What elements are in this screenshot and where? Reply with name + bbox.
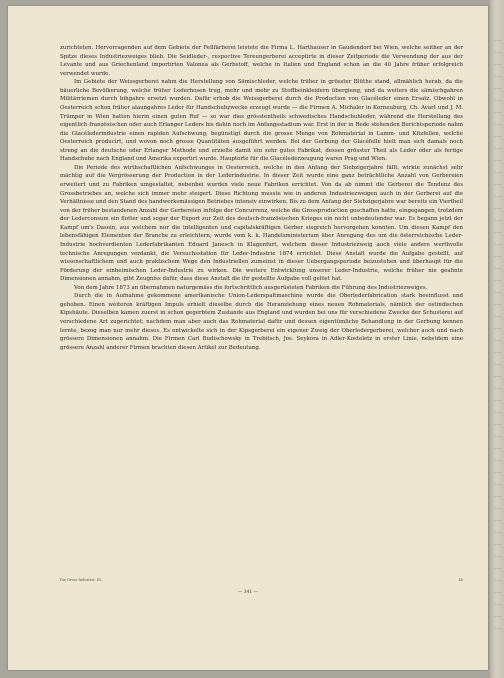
page-number: — 341 —: [237, 590, 259, 595]
scanner-ruler-marks: [494, 40, 502, 640]
paragraph: Durch die in Aufnahme gekommene amerikanische Union-Lederspaltmaschine wurde die Oberlederfabrication stark beeinflusst und gehoben. Einen weiteren kräftigen Impuls erhielt dieselbe durch die Heranziehung eines neuen Rohmaterials, nämlich der ostindischen Kipshäute. Dieselben kamen zuerst in schon gegerbtem Zustande aus England und wurden bei uns für verschiedene Zwecke der Schusterei auf verschiedene Art zugerichtet; nachdem man aber auch das Rohmaterial dafür und dessen eigentümliche Behandlung in der Gerbung kennen lernte, bezog man nur mehr dieses. Es entwickelte sich in der Kipsgerberei ein eigener Zweig der Oberledergerberei, welcher auch und nach grössere Dimensionen annahm. Die Firmen Carl Budischowsky in Trebitsch, Jos. Seykora in Adler-Kosteletz in erster Linie, nebstdem eine grössere Anzahl anderer Firmen brachten diesen Artikel zur Bedeutung.: [60, 293, 463, 351]
paragraph: Im Gebiete der Weissgerberei nahm die Herstellung von Sämischleder, welche früher in grösster Blüthe stand, allmählich herab, da die bäuerliche Bevölkerung, welche früher Lederhosen trug, mehr und mehr zu Stoffbeinkleidern übergieng, und da weiters die sämischgahren Militärriemen durch bihgahre ersetzt wurden. Dafür erhob die Weissgerberei durch die Production von Glacéleder einen Ersatz. Obwohl in Oesterreich schon früher alaungahres Leder für Handschuhzwecke erzeugt wurde — die Firmen A. Michaler in Korneuburg, Ch. Avart und J. M. Trümper in Wien hatten hierin einen guten Ruf — so war dies grösstentheils schwedisches Handschuhleder, während die Herstellung des eigentlich französischen oder auch Erlanger Leders bis dahin noch im Anfangsstadium war. Erst in der in Rede stehenden Berichtsperiode nahm die Glacélederindustrie einen rapiden Aufschwung, begünstigt durch die grosse Menge von Rohmaterial in Lamm- und Kitzfellen, welche Oesterreich producirt, und wovon noch grosse Quantitäten ausgeführt werden. Bei der Gerbung der Glacéfelle hielt man sich damals noch streng an die deutsche oder Erlanger Methode und erzielte damit ein sehr gutes Fabrikat, dessen grösster Theil als Leder oder als fertige Handschuhe nach England und Amerika exportirt wurde. Hauptorte für die Glacélederzeugung waren Prag und Wien.: [60, 79, 463, 163]
body-text: [60, 44, 463, 352]
paragraph: Die Periode des wirthschaftlichen Aufschwunges in Oesterreich, welche in den Anfang der Siebzigerjahre fällt, wirkte zunächst sehr mächtig auf die Vergrösserung der Production in der Lederindustrie. In dieser Zeit wurde eine ganz beträchtliche Anzahl von Gerbereien erweitert und zu Fabriken umgestaltet, nebenbei wurden viele neue Fabriken errichtet. Von da ab nimmt die Gerberei die Tendenz des Grossbetriebes an, welche sich immer mehr steigert. Diese Richtung musste wie in anderen Industriezweigen auch in der Gerberei auf die Verhältnisse und den Stand des handwerksmässigen Betriebes intensiv einwirken. Bis zu dem Anfang der Siebzigerjahre war bereits ein Viertheil von der früher bestandenen Anzahl der Gerbereien infolge der Concurrenz, welche die Grossproduction geschaffen hatte, eingegangen, trotzdem der Lederconsum ein flotter und sogar der Export zur Zeit des deutsch-französischen Krieges ein nicht unbedeutender war. Es begann jetzt der Kampf um's Dasein, aus welchem nur die intelligenten und capitalskräftigen Gerber siegreich hervorgehen konnten. Um diesen Kampf den lebensfähigen Elementen der Branche zu erleichtern, wurde vom k. k. Handelsministerium über Anregung des um die österreichische Leder-Industrie hochverdienten Lederfabrikanten Eduard Janesch in Klagenfurt, welchem dieser Industriezweig auch viele andere werthvolle technische Anregungen verdankt, die Versuchsstation für Leder-Industrie 1874 errichtet. Diese Anstalt wurde die Aufgabe gestellt, auf wissenschaftlichem und auch praktischem Wege den Industriellen zumeinst in dieser Uebergangsperiode beizustehen und überhaupt für die Förderung der einheimischen Leder-Industrie zu wirken. Die weitere Entwicklung unserer Leder-Industrie, welche früher nie geahnte Dimensionen annahm, gibt Zeugniss dafür, dass diese Anstalt die ihr gestellte Aufgabe voll gelöst hat.: [60, 164, 463, 283]
paragraph: zurichteten. Hervorragenden auf dem Gebiete der Fellfärberei leistete die Firma L. Harthauser in Gaudendorf bei Wien, welche seither an der Spitze dieses Industriezweiges blieb. Die Seidleder-, respective Tereungerberei acceptirte in dieser Zeitperiode die Verwendung der aus der Levante und aus Griechenland importirten Valonea als Gerbstoff, welche in Italien und England schon an die 40 Jahre früher erfolgreich verwendet wurde.: [60, 45, 463, 77]
scanner-edge-strip: [490, 0, 504, 678]
book-page: [8, 6, 488, 670]
page-footer: [60, 578, 463, 588]
paragraph: Von dem Jahre 1873 an übernahmen naturgemäss die fortschrittlich ausgerüsteten Fabriken die Führung des Industriezweiges.: [74, 284, 428, 291]
footer-sheet-number: 46: [458, 578, 463, 582]
footer-signature: Die Gross-Industrie. III.: [60, 578, 103, 582]
